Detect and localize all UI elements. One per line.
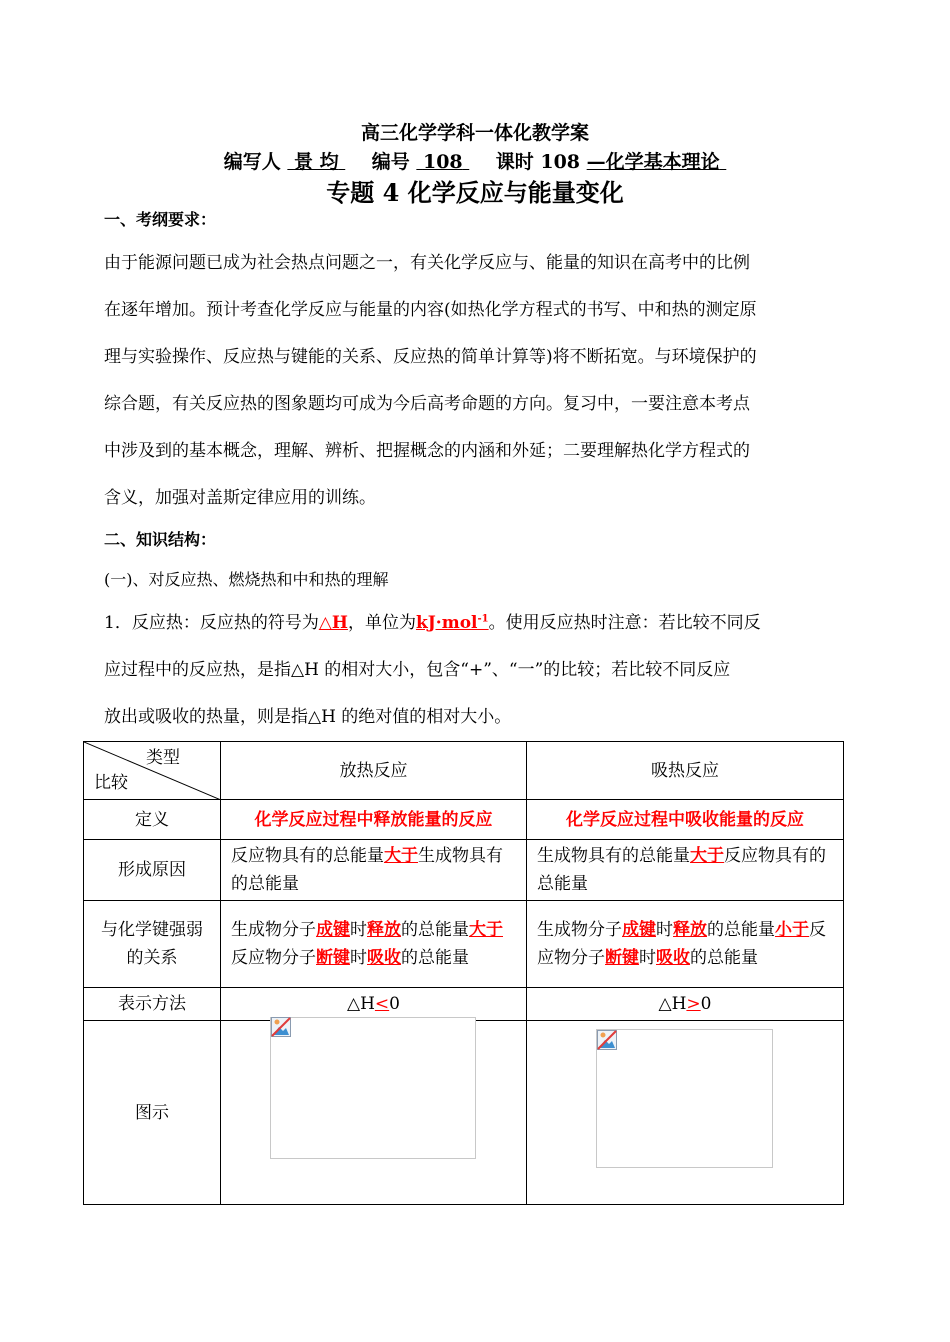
paragraph-line: 含义，加强对盖斯定律应用的训练。 (104, 488, 376, 508)
table-row-bond (84, 901, 844, 988)
corner-top-label: 类型 (146, 748, 180, 768)
item1-line2: 应过程中的反应热，是指△H 的相对大小，包含“+”、“一”的比较；若比较不同反应 (104, 660, 731, 680)
paragraph-line: 理与实验操作、反应热与键能的关系、反应热的简单计算等)将不断拓宽。与环境保护的 (104, 347, 757, 367)
exo-definition: 化学反应过程中释放能量的反应 (221, 800, 527, 840)
endo-bond: 生成物分子成键时释放的总能量小于反应物分子断键时吸收的总能量 (527, 901, 844, 988)
author-line (0, 147, 950, 174)
endo-representation: △H>0 (527, 988, 844, 1021)
section1-heading: 一、考纲要求： (104, 210, 217, 229)
exo-diagram-placeholder (270, 1017, 476, 1159)
broken-image-icon (597, 1030, 617, 1050)
column-header-exo: 放热反应 (221, 742, 527, 800)
item1-line3: 放出或吸收的热量，则是指△H 的绝对值的相对大小。 (104, 707, 512, 727)
table-row-cause (84, 840, 844, 901)
symbol-answer: △H (318, 613, 348, 633)
endo-diagram-placeholder (596, 1029, 773, 1168)
endo-cause: 生成物具有的总能量大于反应物具有的总能量 (527, 840, 844, 901)
subsection-heading: (一)、对反应热、燃烧热和中和热的理解 (104, 570, 389, 589)
paragraph-line: 在逐年增加。预计考查化学反应与能量的内容(如热化学方程式的书写、中和热的测定原 (104, 300, 757, 320)
table-row-definition (84, 800, 844, 840)
paragraph-line: 由于能源问题已成为社会热点问题之一，有关化学反应与、能量的知识在高考中的比例 (104, 253, 750, 273)
table-header-row (84, 742, 844, 800)
number-label: 编号 (371, 151, 410, 173)
exo-representation: △H<0 (221, 988, 527, 1021)
broken-image-icon (271, 1017, 291, 1037)
lesson-label: 课时 108 (495, 151, 581, 173)
paragraph-line: 中涉及到的基本概念，理解、辨析、把握概念的内涵和外延；二要理解热化学方程式的 (104, 441, 750, 461)
corner-cell (84, 742, 221, 800)
corner-bottom-label: 比较 (94, 773, 128, 793)
number-value: 108 (422, 151, 463, 173)
table-row-representation (84, 988, 844, 1021)
exo-bond: 生成物分子成键时释放的总能量大于反应物分子断键时吸收的总能量 (221, 901, 527, 988)
endo-definition: 化学反应过程中吸收能量的反应 (527, 800, 844, 840)
exo-cause: 反应物具有的总能量大于生成物具有的总能量 (221, 840, 527, 901)
item1-line1: 1．反应热：反应热的符号为△H，单位为kJ·mol$^{-1}$。使用反应热时注意：若比较不同反 (104, 613, 761, 633)
section2-heading: 二、知识结构： (104, 530, 217, 549)
row-label: 与化学键强弱的关系 (84, 901, 221, 988)
author-label: 编写人 (223, 151, 281, 173)
paragraph-line: 综合题，有关反应热的图象题均可成为今后高考命题的方向。复习中，一要注意本考点 (104, 394, 750, 414)
author-name: 景 均 (293, 151, 339, 173)
subtitle: 专题 4 化学反应与能量变化 (326, 178, 624, 207)
lesson-topic: —化学基本理论 (586, 151, 720, 173)
row-label: 图示 (84, 1021, 221, 1205)
row-label: 定义 (84, 800, 221, 840)
unit-answer: kJ·mol$^{-1}$ (415, 613, 489, 633)
document-title: 高三化学学科一体化教学案 (360, 122, 589, 144)
column-header-endo: 吸热反应 (527, 742, 844, 800)
row-label: 表示方法 (84, 988, 221, 1021)
row-label: 形成原因 (84, 840, 221, 901)
